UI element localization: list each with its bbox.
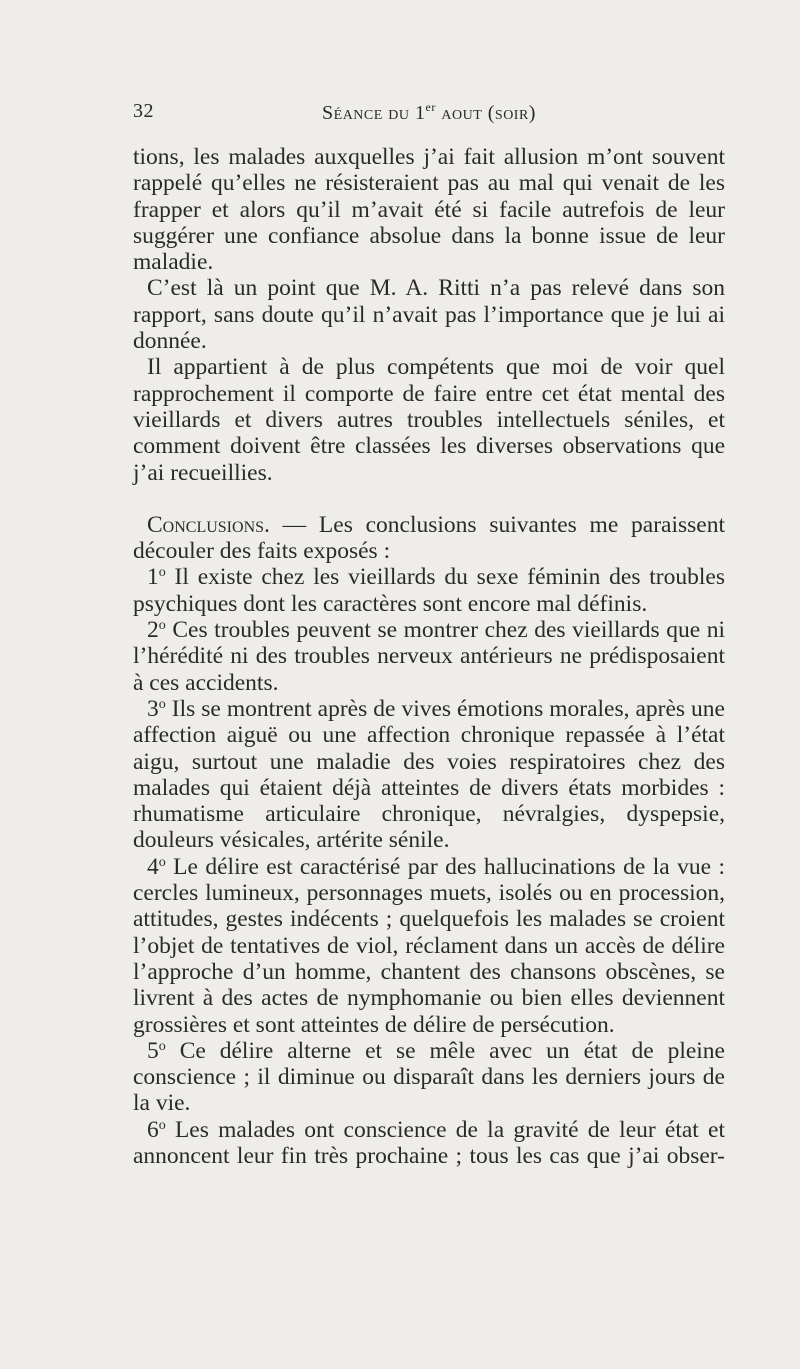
item-text: Il existe chez les vieillards du sexe féminin des troubles psychiques dont les caractères sont encore mal définis.	[133, 564, 725, 617]
item-number: 2	[147, 617, 159, 644]
paragraph-ritti: C’est là un point que M. A. Ritti n’a pas relevé dans son rapport, sans doute qu’il n’avait pas l’importance que je lui ai donnée.	[133, 275, 725, 355]
item-text: Ce délire alterne et se mêle avec un état de pleine conscience ; il diminue ou disparaît dans les derniers jours de la vie.	[133, 1037, 725, 1117]
ordinal-mark: o	[158, 618, 166, 634]
ordinal-mark: o	[158, 1117, 166, 1133]
page-number: 32	[133, 100, 154, 122]
section-gap	[133, 486, 725, 512]
conclusion-item-2	[133, 617, 725, 696]
page-header	[133, 100, 725, 130]
ordinal-mark: o	[158, 854, 166, 870]
running-head-post: aout (soir)	[435, 102, 536, 124]
conclusion-item-4	[133, 854, 725, 1038]
item-text: Ces troubles peuvent se montrer chez des vieillards que ni l’hérédité ni des troubles nerveux antérieurs ne prédisposaient à ces accidents.	[133, 617, 725, 696]
paragraph-competents: Il appartient à de plus compétents que moi de voir quel rapprochement il comporte de faire entre cet état mental des vieillards et divers autres troubles intellectuels séniles, et comment doivent être classées les diverses observations que j’ai recueillies.	[133, 354, 725, 486]
ordinal-mark: o	[158, 1038, 166, 1054]
ordinal-mark: o	[158, 696, 166, 712]
conclusions-heading: Conclusions.	[147, 511, 270, 538]
conclusions-intro-text: — Les conclusions suivantes me paraissent découler des faits exposés :	[133, 511, 725, 565]
ordinal-mark: o	[158, 565, 166, 581]
item-number: 4	[147, 853, 159, 880]
item-number: 6	[147, 1116, 159, 1143]
conclusion-item-1	[133, 564, 725, 617]
paragraph-continued: tions, les malades auxquelles j’ai fait allusion m’ont souvent rappelé qu’elles ne résisteraient pas au mal qui venait de les frapper et alors qu’il m’avait été si facile autrefois de leur suggérer une confiance absolue dans la bonne issue de leur maladie.	[133, 144, 725, 276]
conclusion-item-6	[133, 1117, 725, 1170]
item-number: 5	[147, 1037, 159, 1064]
conclusion-item-3	[133, 696, 725, 854]
conclusion-item-5	[133, 1038, 725, 1117]
item-text: Le délire est caractérisé par des hallucinations de la vue : cercles lumineux, personnages muets, isolés ou en procession, attitudes, gestes indécents ; quelquefois les malades se croient l’objet de tentatives de viol, réclament dans un accès de délire l’approche d’un homme, chantent des chansons obscènes, se livrent à des actes de nymphomanie ou bien elles deviennent grossières et sont atteintes de délire de persécution.	[133, 853, 725, 1038]
body-text	[133, 144, 725, 1169]
item-number: 3	[147, 695, 159, 722]
item-text: Ils se montrent après de vives émotions morales, après une affection aiguë ou une affection chronique repassée à l’état aigu, surtout une maladie des voies respiratoires chez des malades qui étaient déjà atteintes de divers états morbides : rhumatisme articulaire chronique, névralgies, dyspepsie, douleurs vésicales, artérite sénile.	[133, 695, 725, 854]
running-head	[133, 100, 725, 125]
conclusions-intro	[133, 512, 725, 565]
running-head-sup: er	[425, 100, 436, 114]
item-number: 1	[147, 564, 159, 591]
item-text: Les malades ont conscience de la gravité de leur état et annoncent leur fin très prochaine ; tous les cas que j’ai obser-	[133, 1116, 725, 1169]
running-head-pre: Séance du 1	[322, 102, 426, 124]
